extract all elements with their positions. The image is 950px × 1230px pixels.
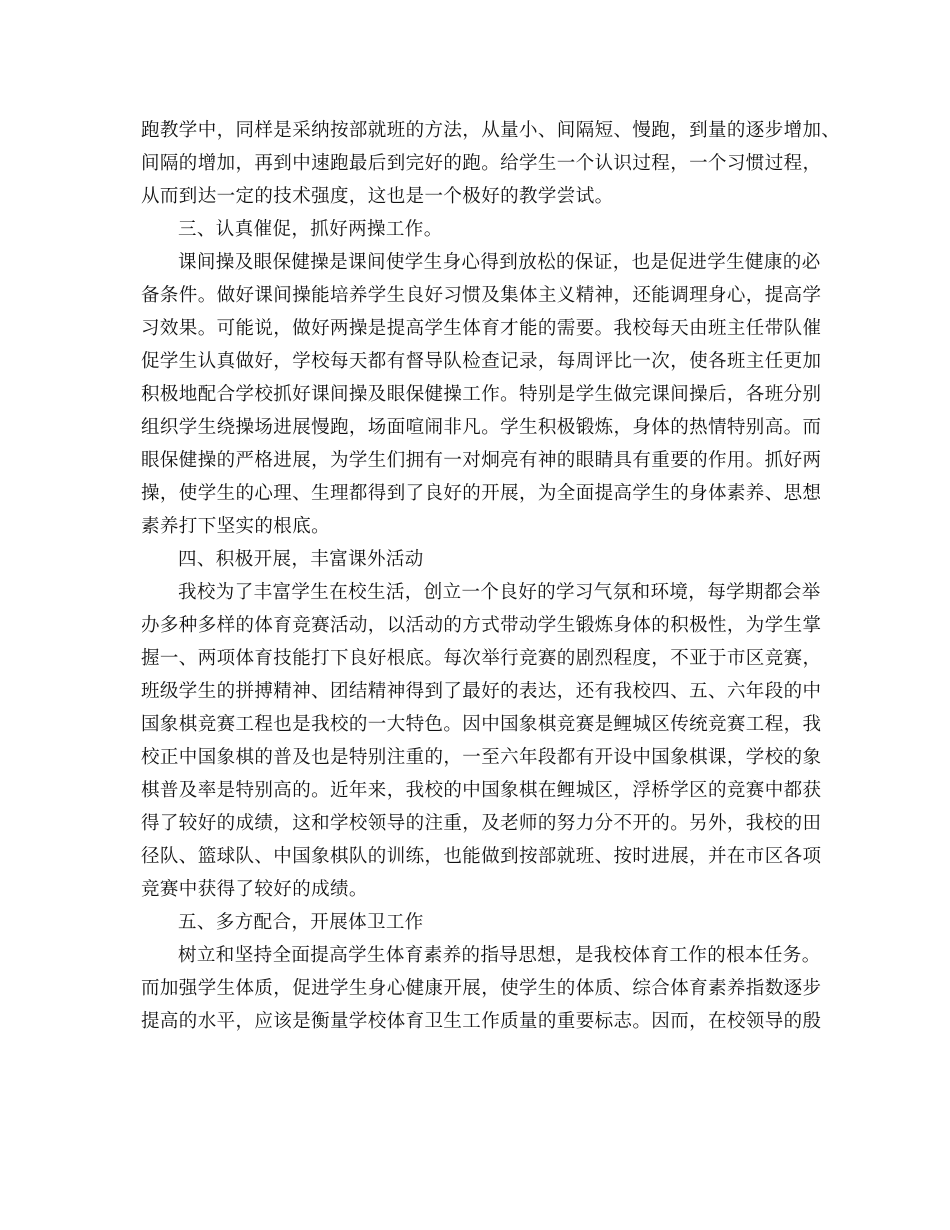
text-line: 积极地配合学校抓好课间操及眼保健操工作。特别是学生做完课间操后，各班分别	[141, 384, 822, 405]
text-line: 间隔的增加，再到中速跑最后到完好的跑。给学生一个认识过程，一个习惯过程，	[141, 153, 822, 174]
text-line: 径队、篮球队、中国象棋队的训练，也能做到按部就班、按时进展，并在市区各项	[141, 846, 822, 867]
text-line: 国象棋竞赛工程也是我校的一大特色。因中国象棋竞赛是鲤城区传统竞赛工程，我	[141, 714, 822, 735]
document-page	[141, 114, 841, 1038]
text-line: 课间操及眼保健操是课间使学生身心得到放松的保证，也是促进学生健康的必	[178, 252, 821, 273]
text-line: 得了较好的成绩，这和学校领导的注重，及老师的努力分不开的。另外，我校的田	[141, 813, 822, 834]
text-line: 组织学生绕操场进展慢跑，场面喧闹非凡。学生积极锻炼，身体的热情特别高。而	[141, 417, 822, 438]
text-line: 跑教学中，同样是采纳按部就班的方法，从量小、间隔短、慢跑，到量的逐步增加、	[141, 120, 841, 141]
text-line: 习效果。可能说，做好两操是提高学生体育才能的需要。我校每天由班主任带队催	[141, 318, 822, 339]
text-line: 班级学生的拼搏精神、团结精神得到了最好的表达，还有我校四、五、六年段的中	[141, 681, 822, 702]
text-line: 校正中国象棋的普及也是特别注重的，一至六年段都有开设中国象棋课，学校的象	[141, 747, 822, 768]
section-heading: 五、多方配合，开展体卫工作	[178, 912, 424, 933]
text-line: 树立和坚持全面提高学生体育素养的指导思想，是我校体育工作的根本任务。	[178, 945, 821, 966]
text-line: 操，使学生的心理、生理都得到了良好的开展，为全面提高学生的身体素养、思想	[141, 483, 822, 504]
section-heading: 三、认真催促，抓好两操工作。	[178, 219, 443, 240]
text-line: 促学生认真做好，学校每天都有督导队检查记录，每周评比一次，使各班主任更加	[141, 351, 822, 372]
text-line: 眼保健操的严格进展，为学生们拥有一对炯亮有神的眼睛具有重要的作用。抓好两	[141, 450, 822, 471]
text-line: 我校为了丰富学生在校生活，创立一个良好的学习气氛和环境，每学期都会举	[178, 582, 821, 603]
text-line: 从而到达一定的技术强度，这也是一个极好的教学尝试。	[141, 186, 614, 207]
text-line: 竞赛中获得了较好的成绩。	[141, 879, 368, 900]
text-line: 办多种多样的体育竞赛活动，以活动的方式带动学生锻炼身体的积极性，为学生掌	[141, 615, 822, 636]
text-line: 握一、两项体育技能打下良好根底。每次举行竞赛的剧烈程度，不亚于市区竞赛，	[141, 648, 822, 669]
text-line: 棋普及率是特别高的。近年来，我校的中国象棋在鲤城区，浮桥学区的竞赛中都获	[141, 780, 822, 801]
text-line: 而加强学生体质，促进学生身心健康开展，使学生的体质、综合体育素养指数逐步	[141, 978, 822, 999]
text-line: 备条件。做好课间操能培养学生良好习惯及集体主义精神，还能调理身心，提高学	[141, 285, 822, 306]
text-line: 提高的水平，应该是衡量学校体育卫生工作质量的重要标志。因而，在校领导的殷	[141, 1011, 822, 1032]
section-heading: 四、积极开展，丰富课外活动	[178, 549, 424, 570]
text-line: 素养打下坚实的根底。	[141, 516, 331, 537]
